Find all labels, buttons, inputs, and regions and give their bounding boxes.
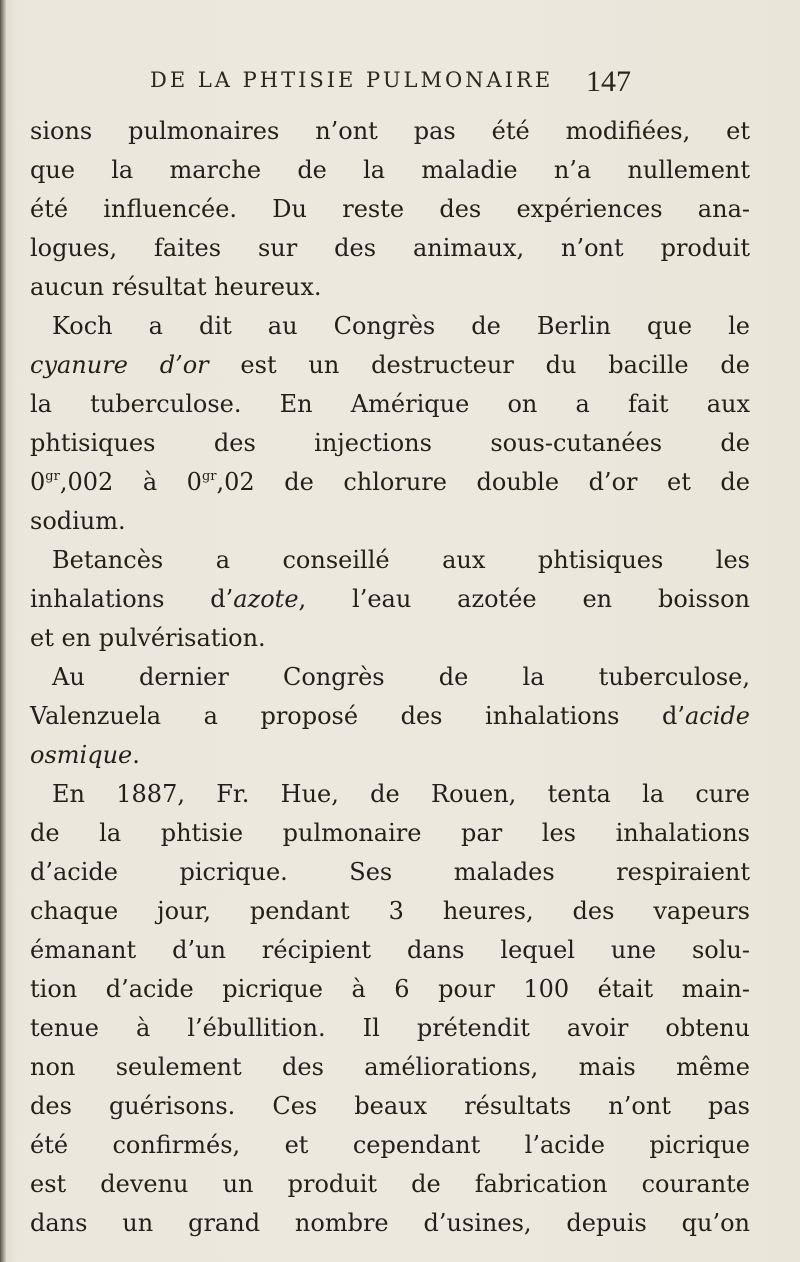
text-line: cyanure d’or est un destructeur du bacille de [30, 351, 750, 379]
text-line: inhalations d’azote, l’eau azotée en boisson [30, 585, 751, 613]
page-number: 147 [586, 65, 631, 98]
text-line: tion d’acide picrique à 6 pour 100 était main- [30, 975, 750, 1003]
text-line: Valenzuela a proposé des inhalations d’acide [30, 702, 750, 730]
text-line: logues, faites sur des animaux, n’ont produit [30, 234, 750, 262]
text-line: Betancès a conseillé aux phtisiques les [52, 546, 750, 574]
text-line: d’acide picrique. Ses malades respiraient [30, 858, 750, 886]
text-line: est devenu un produit de fabrication courante [30, 1170, 750, 1198]
text-line: de la phtisie pulmonaire par les inhalations [30, 819, 750, 847]
text-line: phtisiques des injections sous-cutanées de [30, 429, 750, 457]
text-line: des guérisons. Ces beaux résultats n’ont pas [30, 1092, 750, 1120]
text-line: $0^{gr},002$ à $0^{gr},02$ de chlorure double d’or et de [30, 468, 750, 496]
text-line: sodium. [30, 507, 126, 535]
text-line: sions pulmonaires n’ont pas été modifiées, et [30, 117, 750, 145]
text-line: été influencée. Du reste des expériences ana- [30, 195, 750, 223]
text-line: chaque jour, pendant 3 heures, des vapeurs [30, 897, 750, 925]
text-line: tenue à l’ébullition. Il prétendit avoir obtenu [30, 1014, 750, 1042]
text-line: et en pulvérisation. [30, 624, 266, 652]
text-line: aucun résultat heureux. [30, 273, 322, 301]
page-header [150, 65, 631, 108]
body-text [30, 112, 750, 1243]
text-line: non seulement des améliorations, mais même [30, 1053, 750, 1081]
text-line: Au dernier Congrès de la tuberculose, [52, 663, 750, 691]
unit-superscript: gr [201, 469, 217, 484]
italic-term: azote [233, 585, 299, 613]
text-line: Koch a dit au Congrès de Berlin que le [52, 312, 750, 340]
running-title: DE LA PHTISIE PULMONAIRE [150, 68, 554, 92]
text-line: la tuberculose. En Amérique on a fait aux [30, 390, 750, 418]
italic-term: acide [685, 702, 750, 730]
text-line: En 1887, Fr. Hue, de Rouen, tenta la cure [52, 780, 750, 808]
text-line: été confirmés, et cependant l’acide picrique [30, 1131, 750, 1159]
page-binding-edge [0, 0, 6, 1262]
text-line: que la marche de la maladie n’a nullement [30, 156, 750, 184]
italic-term: cyanure d’or [30, 351, 209, 379]
text-line: osmique. [30, 741, 140, 769]
italic-term: osmique [30, 741, 133, 769]
unit-superscript: gr [45, 469, 60, 484]
text-line: dans un grand nombre d’usines, depuis qu’on [30, 1209, 750, 1237]
text-line: émanant d’un récipient dans lequel une solu- [30, 936, 750, 964]
